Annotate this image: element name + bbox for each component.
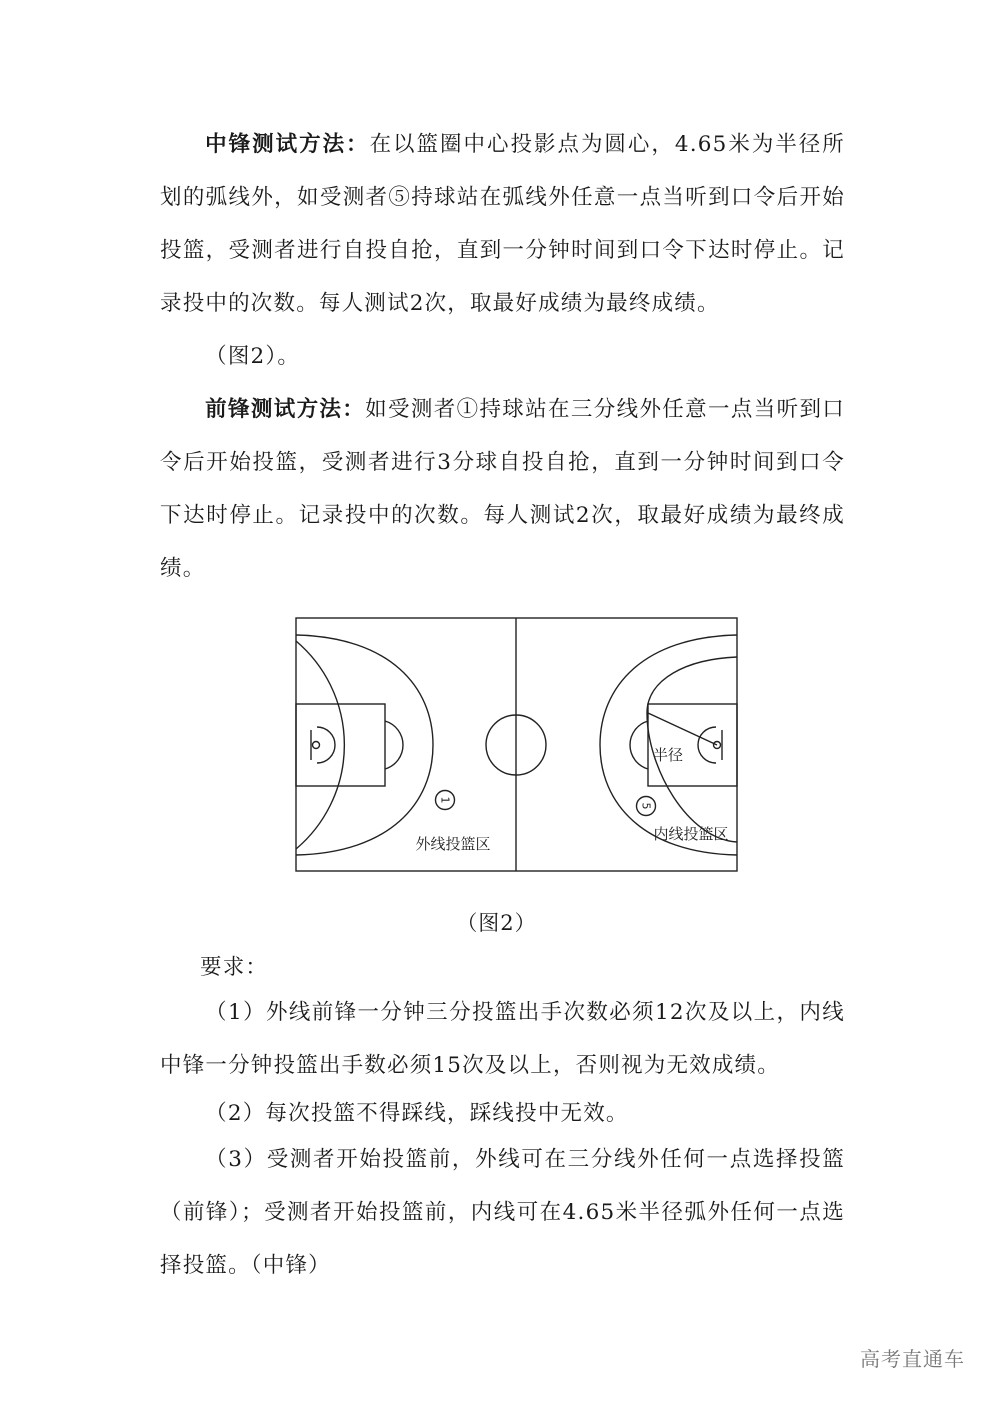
center-method-paragraph (160, 118, 845, 330)
center-method-text: 在以篮圈中心投影点为圆心，4.65米为半径所划的弧线外，如受测者⑤持球站在弧线外任意一点当听到口令后开始投篮，受测者进行自投自抢，直到一分钟时间到口令下达时停止。记录投中的次数。每人测试2次，取最好成绩为最终成绩。 (160, 132, 845, 316)
radius-label: 半径 (652, 746, 684, 764)
requirement-item: （3）受测者开始投篮前，外线可在三分线外任何一点选择投篮（前锋）；受测者开始投篮前，内线可在4.65米半径弧外任何一点选择投篮。（中锋） (160, 1147, 845, 1278)
requirement-item: （1）外线前锋一分钟三分投篮出手次数必须12次及以上，内线中锋一分钟投篮出手数必须15次及以上，否则视为无效成绩。 (160, 1000, 845, 1078)
requirement-item: （2）每次投篮不得踩线，踩线投中无效。 (205, 1101, 629, 1126)
center-method-label: 中锋测试方法： (205, 132, 370, 157)
watermark: 高考直通车 (860, 1347, 965, 1371)
left-key (296, 704, 385, 786)
left-three-point-line (296, 635, 433, 855)
left-zone-label: 外线投篮区 (415, 835, 491, 853)
left-basket (313, 742, 320, 749)
left-free-throw-arc (385, 721, 403, 769)
figure-caption: （图2） (456, 911, 537, 935)
center-figure-ref: （图2）。 (205, 344, 301, 369)
right-player-number: 5 (639, 802, 653, 810)
requirements-title: 要求： (200, 955, 269, 980)
right-zone-label: 内线投篮区 (653, 825, 729, 843)
left-player-number: 1 (438, 796, 452, 804)
right-free-throw-arc (630, 721, 648, 769)
forward-method-paragraph (160, 383, 845, 595)
forward-method-text: 如受测者①持球站在三分线外任意一点当听到口令后开始投篮，受测者进行3分球自投自抢，直到一分钟时间到口令下达时停止。记录投中的次数。每人测试2次，取最好成绩为最终成绩。 (160, 397, 846, 581)
basketball-court-diagram (295, 617, 738, 872)
forward-method-label: 前锋测试方法： (205, 397, 366, 422)
right-basket (714, 742, 721, 749)
